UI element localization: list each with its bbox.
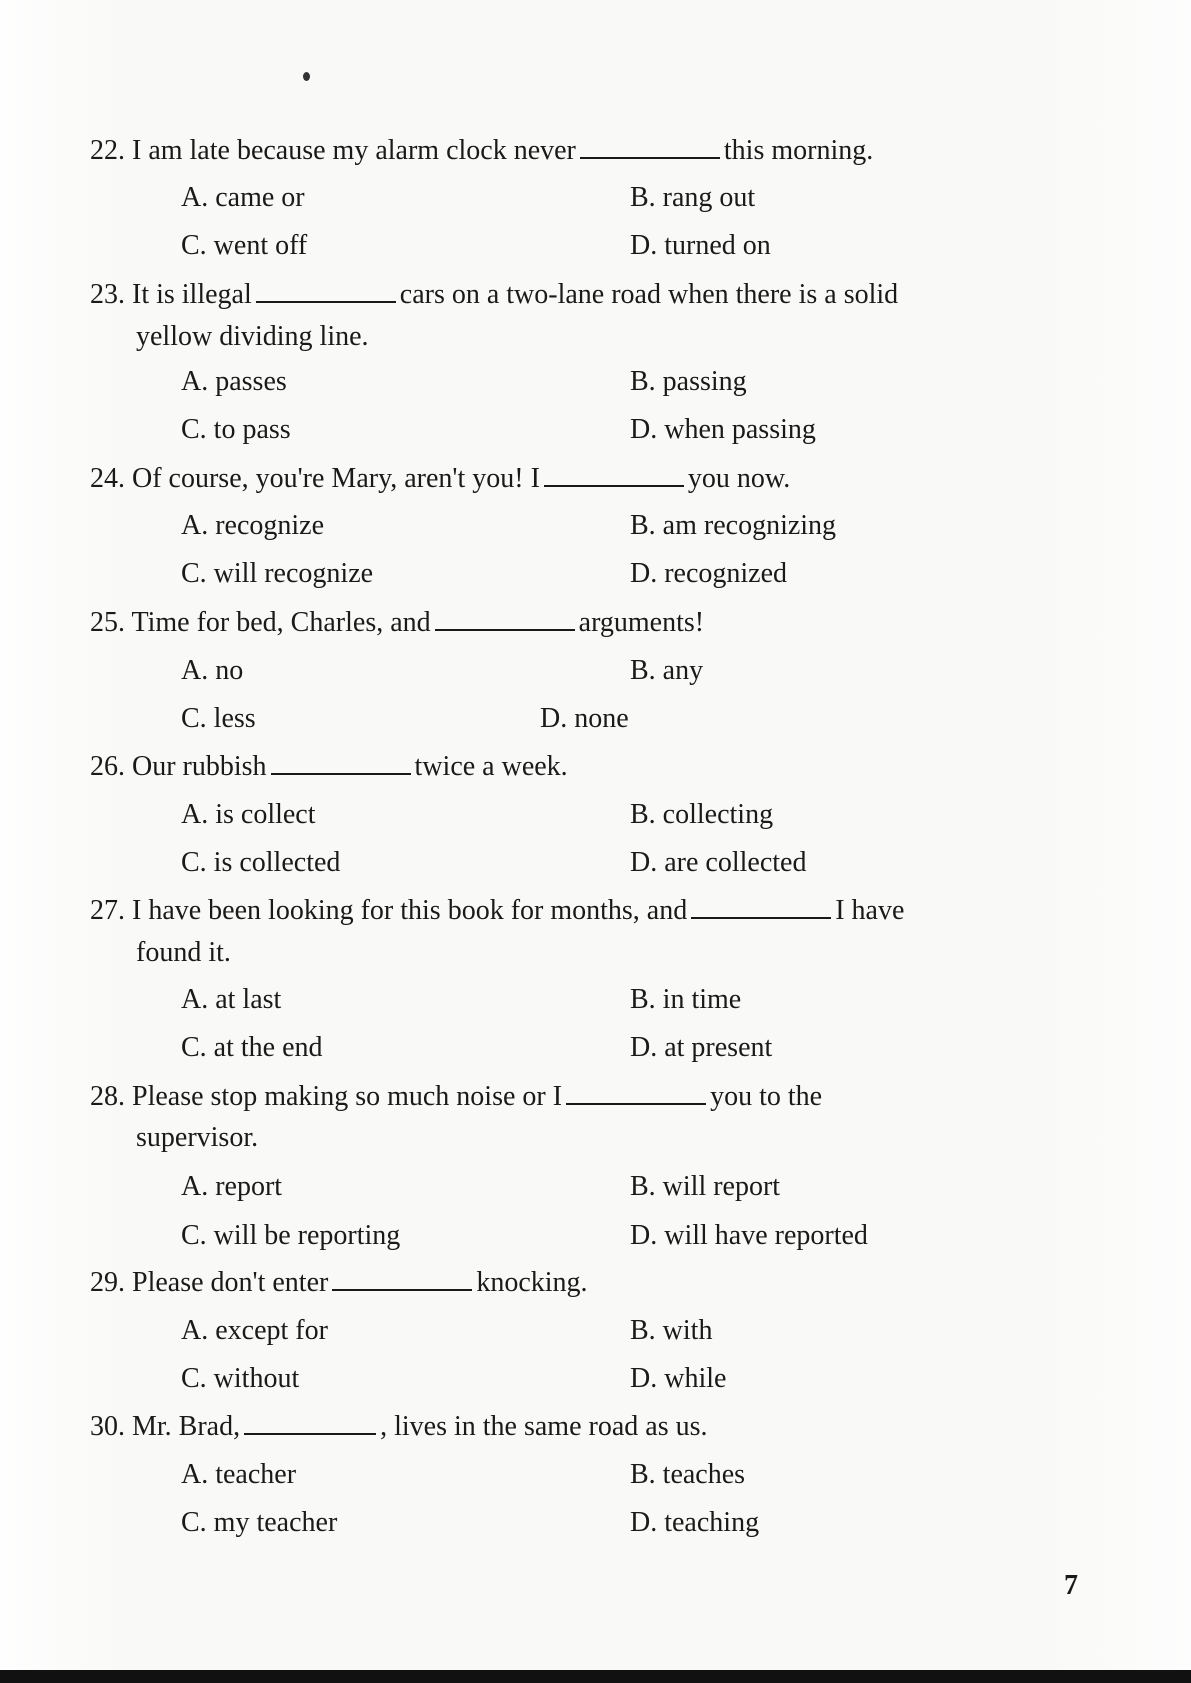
option-c: C. will be reporting [181,1220,401,1251]
option-a: A. report [181,1171,283,1202]
question-text: this morning. [723,135,874,166]
option-c: C. will recognize [181,558,374,589]
question-24-stem [90,459,790,500]
question-text: you to the [710,1081,823,1112]
answer-blank [435,628,575,631]
option-a: A. at last [181,984,282,1015]
option-d: D. turned on [630,230,771,261]
question-text: Of course, you're Mary, aren't you! I [132,463,540,494]
question-number: 27. [90,895,125,926]
answer-blank [566,1102,706,1105]
question-number: 26. [90,751,125,782]
option-c: C. my teacher [181,1507,338,1538]
option-d: D. while [630,1363,727,1394]
option-c: C. went off [181,230,308,261]
answer-blank [271,772,411,775]
question-28-continuation: supervisor. [136,1122,259,1153]
option-c: C. without [181,1363,300,1394]
question-27-stem [90,891,904,932]
question-number: 29. [90,1267,125,1298]
question-23-stem [90,275,898,316]
option-a: A. passes [181,366,287,397]
option-b: B. in time [630,984,742,1015]
option-a: A. recognize [181,510,325,541]
question-22-stem [90,131,873,172]
question-number: 28. [90,1081,125,1112]
option-b: B. passing [630,366,747,397]
question-text: Please don't enter [132,1267,329,1298]
question-text: Mr. Brad, [132,1411,241,1442]
option-b: B. am recognizing [630,510,837,541]
question-25-stem [90,603,704,644]
question-30-stem [90,1407,707,1448]
answer-blank [544,484,684,487]
option-d: D. teaching [630,1507,760,1538]
question-26-stem [90,747,568,788]
question-number: 25. [90,607,125,638]
question-number: 22. [90,135,125,166]
answer-blank [332,1288,472,1291]
option-d: D. none [540,703,629,734]
option-c: C. less [181,703,256,734]
question-23-continuation: yellow dividing line. [136,321,369,352]
question-number: 24. [90,463,125,494]
question-text: , lives in the same road as us. [380,1411,708,1442]
question-text: knocking. [476,1267,588,1298]
question-text: twice a week. [414,751,568,782]
option-d: D. when passing [630,414,816,445]
option-b: B. any [630,655,704,686]
question-29-stem [90,1263,588,1304]
answer-blank [691,916,831,919]
option-b: B. with [630,1315,713,1346]
page-number: 7 [1064,1570,1078,1601]
answer-blank [256,300,396,303]
question-text: you now. [687,463,791,494]
option-d: D. recognized [630,558,788,589]
option-b: B. will report [630,1171,781,1202]
question-text: Our rubbish [132,751,267,782]
option-c: C. is collected [181,847,341,878]
option-b: B. collecting [630,799,774,830]
question-text: It is illegal [132,279,252,310]
question-text: Please stop making so much noise or I [132,1081,563,1112]
option-b: B. teaches [630,1459,746,1490]
question-text: Time for bed, Charles, and [131,607,431,638]
question-number: 30. [90,1411,125,1442]
scan-bottom-edge [0,1670,1191,1683]
scan-speck [303,72,310,81]
option-c: C. to pass [181,414,291,445]
option-a: A. is collect [181,799,316,830]
option-b: B. rang out [630,182,756,213]
option-d: D. will have reported [630,1220,868,1251]
question-number: 23. [90,279,125,310]
option-a: A. except for [181,1315,328,1346]
question-text: I have [835,895,905,926]
option-c: C. at the end [181,1032,323,1063]
question-27-continuation: found it. [136,937,231,968]
question-text: arguments! [578,607,705,638]
option-d: D. are collected [630,847,807,878]
option-d: D. at present [630,1032,773,1063]
question-text: cars on a two-lane road when there is a solid [399,279,899,310]
option-a: A. came or [181,182,305,213]
option-a: A. teacher [181,1459,297,1490]
question-28-stem [90,1077,822,1118]
question-text: I am late because my alarm clock never [132,135,576,166]
answer-blank [580,156,720,159]
option-a: A. no [181,655,244,686]
question-text: I have been looking for this book for months, and [132,895,688,926]
answer-blank [244,1432,376,1435]
